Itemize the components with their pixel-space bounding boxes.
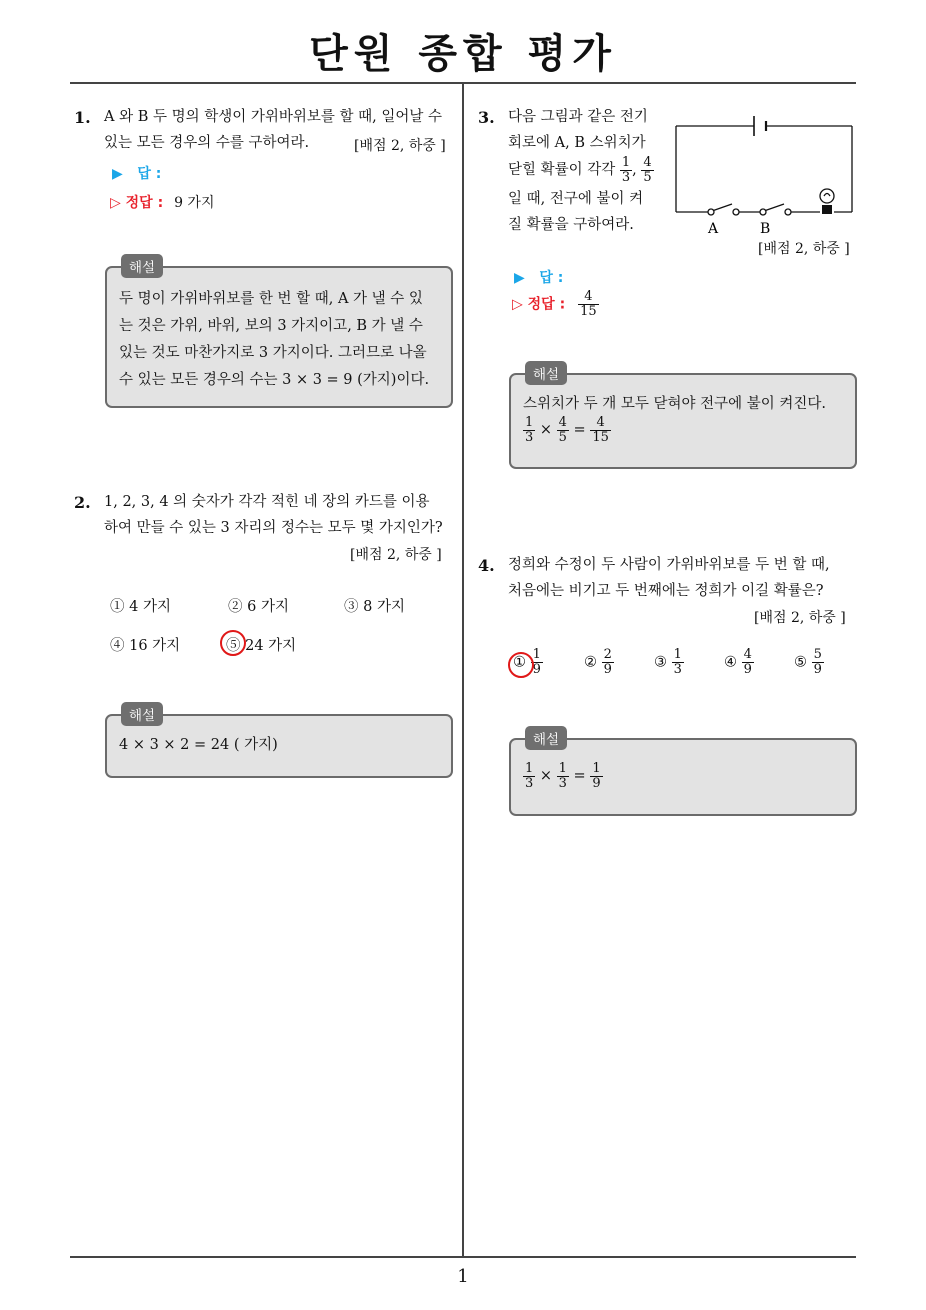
q3-probability-b: $\frac{4}{5}$	[643, 154, 652, 185]
q3-explanation-calc: $\frac{1}{3}$ × $\frac{4}{5}$ = $\frac{4}{15}$	[525, 414, 609, 445]
q3-text-line2: 회로에 A, B 스위치가	[508, 135, 646, 151]
q3-probability-a: $\frac{1}{3}$	[621, 154, 631, 185]
column-divider	[462, 84, 464, 1257]
triangle-outline-icon: ▷	[512, 296, 523, 313]
q1-explanation-line: 있는 것도 마찬가지로 3 가지이다. 그러므로 나올	[119, 345, 427, 361]
q2-option-4[interactable]: ④ 16 가지	[110, 638, 181, 654]
q1-answer-row[interactable]	[112, 163, 161, 183]
q1-explanation-line: 두 명이 가위바위보를 한 번 할 때, A 가 낼 수 있	[119, 291, 423, 307]
q3-text-line3-label: 닫힐 확률이 각각	[508, 162, 616, 178]
q3-correct-answer: $\frac{4}{15}$	[580, 289, 597, 319]
q2-option-5[interactable]: ⑤ 24 가지	[226, 638, 297, 654]
q1-explanation-box	[105, 260, 453, 408]
q4-option-5[interactable]: ⑤ $\frac{5}{9}$	[794, 647, 822, 677]
q3-text-line4: 일 때, 전구에 불이 켜	[508, 191, 644, 207]
footer-rule	[70, 1256, 856, 1258]
q3-text-line3: 닫힐 확률이 각각 $\frac{1}{3}$ , $\frac{4}{5}$	[508, 154, 652, 185]
q4-option-4[interactable]: ④ $\frac{4}{9}$	[724, 647, 752, 677]
q1-explanation-line: 수 있는 모든 경우의 수는 3 × 3 = 9 (가지)이다.	[119, 372, 430, 388]
q2-selected-mark	[220, 630, 246, 656]
answer-label: 답 :	[137, 166, 162, 182]
triangle-outline-icon: ▷	[110, 195, 121, 211]
switch-b-label: B	[760, 221, 771, 236]
explanation-tag: 해설	[121, 702, 163, 726]
circuit-diagram	[674, 112, 856, 236]
q1-text-line1: A 와 B 두 명의 학생이 가위바위보를 할 때, 일어날 수	[104, 109, 442, 125]
q2-option-3[interactable]: ③ 8 가지	[344, 599, 405, 615]
q3-explanation-box	[509, 367, 857, 469]
q2-option-1[interactable]: ① 4 가지	[110, 599, 171, 615]
q4-option-3[interactable]: ③ $\frac{1}{3}$	[654, 647, 682, 677]
q1-correct-answer: 9 가지	[174, 195, 215, 211]
q3-score: [배점 2, 하중 ]	[758, 241, 850, 257]
q2-explanation-box	[105, 708, 453, 778]
q1-explanation-line: 는 것은 가위, 바위, 보의 3 가지이고, B 가 낼 수	[119, 318, 423, 334]
q3-number: 3.	[478, 108, 495, 127]
q3-text-line1: 다음 그림과 같은 전기	[508, 109, 648, 125]
correct-label: 정답 :	[125, 195, 164, 211]
explanation-tag: 해설	[525, 361, 567, 385]
q3-correct-row	[512, 290, 599, 319]
q2-option-2[interactable]: ② 6 가지	[228, 599, 289, 615]
q4-option-2[interactable]: ② $\frac{2}{9}$	[584, 647, 612, 677]
page-number: 1	[457, 1266, 469, 1287]
play-icon: ▶	[514, 270, 525, 286]
q2-text-line1: 1, 2, 3, 4 의 숫자가 각각 적힌 네 장의 카드를 이용	[104, 494, 430, 510]
q2-number: 2.	[74, 493, 91, 512]
q4-selected-mark	[508, 652, 534, 678]
q2-text-line2: 하여 만들 수 있는 3 자리의 정수는 모두 몇 가지인가?	[104, 520, 443, 536]
q1-score: [배점 2, 하중 ]	[354, 138, 446, 154]
q4-number: 4.	[478, 556, 495, 575]
q2-score: [배점 2, 하중 ]	[350, 547, 442, 563]
q3-answer-row[interactable]	[514, 267, 563, 287]
answer-label: 답 :	[539, 270, 564, 286]
q4-text-line1: 정희와 수정이 두 사람이 가위바위보를 두 번 할 때,	[508, 557, 830, 573]
page-title: 단원 종합 평가	[309, 31, 617, 77]
q4-option-1[interactable]: ① $\frac{1}{9}$	[513, 647, 541, 677]
switch-a-label: A	[708, 221, 719, 236]
q1-text-line2: 있는 모든 경우의 수를 구하여라.	[104, 135, 310, 151]
q1-correct-row	[110, 192, 214, 212]
correct-label: 정답 :	[527, 296, 566, 313]
explanation-tag: 해설	[525, 726, 567, 750]
q1-number: 1.	[74, 108, 91, 127]
play-icon: ▶	[112, 166, 123, 182]
q4-explanation-calc: $\frac{1}{3}$ × $\frac{1}{3}$ = $\frac{1}{9}$	[525, 760, 601, 791]
q4-explanation-box	[509, 732, 857, 816]
q4-text-line2: 처음에는 비기고 두 번째에는 정희가 이길 확률은?	[508, 583, 824, 599]
q2-explanation-text: 4 × 3 × 2 = 24 ( 가지)	[119, 737, 278, 753]
q3-text-line5: 질 확률을 구하여라.	[508, 217, 634, 233]
explanation-tag: 해설	[121, 254, 163, 278]
q3-explanation-text: 스위치가 두 개 모두 닫혀야 전구에 불이 켜진다.	[523, 396, 827, 412]
q4-score: [배점 2, 하중 ]	[754, 610, 846, 626]
